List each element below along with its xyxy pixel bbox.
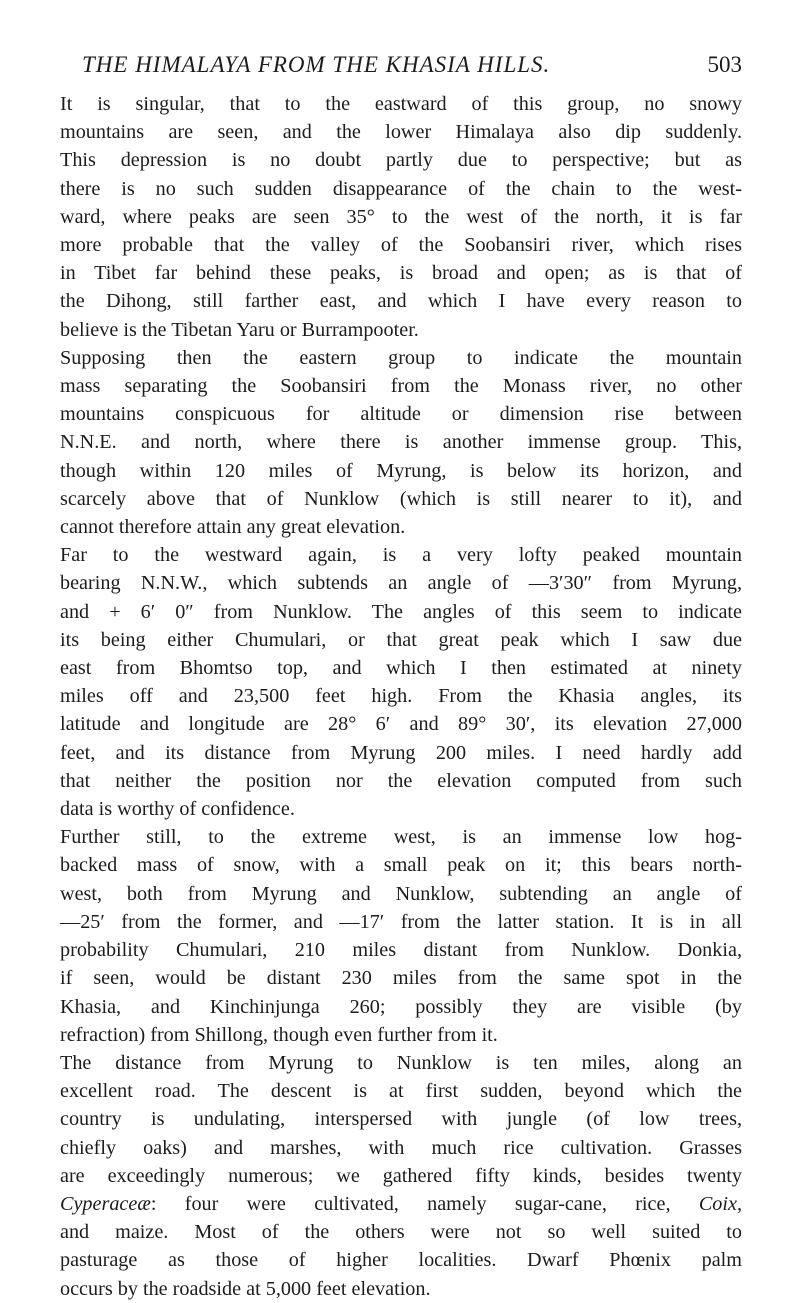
text-line: latitude and longitude are 28° 6′ and 89° 30′, its elevation 27,000 bbox=[60, 713, 742, 736]
italic-taxon: Cyperaceæ bbox=[60, 1192, 151, 1215]
book-page bbox=[60, 48, 742, 1303]
text-line: N.N.E. and north, where there is another immense group. This, bbox=[60, 431, 742, 454]
text-line: and + 6′ 0″ from Nunklow. The angles of this seem to indicate bbox=[60, 600, 742, 623]
text-line: mountains are seen, and the lower Himalaya also dip suddenly. bbox=[60, 121, 742, 144]
text-line: though within 120 miles of Myrung, is below its horizon, and bbox=[60, 459, 742, 482]
text-line: backed mass of snow, with a small peak on it; this bears north- bbox=[60, 854, 742, 877]
text-line: more probable that the valley of the Soobansiri river, which rises bbox=[60, 234, 742, 257]
text-line-mixed bbox=[60, 1190, 742, 1218]
text-line: in Tibet far behind these peaks, is broad and open; as is that of bbox=[60, 262, 742, 285]
text-segment: : four were cultivated, namely sugar-cane, rice, bbox=[150, 1192, 699, 1215]
text-line: Khasia, and Kinchinjunga 260; possibly they are visible (by bbox=[60, 995, 742, 1018]
text-line: Far to the westward again, is a very lofty peaked mountain bbox=[60, 544, 742, 567]
text-line: are exceedingly numerous; we gathered fifty kinds, besides twenty bbox=[60, 1164, 742, 1187]
text-line: excellent road. The descent is at first sudden, beyond which the bbox=[60, 1080, 742, 1103]
text-line: there is no such sudden disappearance of the chain to the west- bbox=[60, 177, 742, 200]
text-line: probability Chumulari, 210 miles distant from Nunklow. Donkia, bbox=[60, 939, 742, 962]
paragraph-5 bbox=[60, 1049, 742, 1303]
text-line: believe is the Tibetan Yaru or Burrampooter. bbox=[60, 318, 419, 341]
text-line: This depression is no doubt partly due to perspective; but as bbox=[60, 149, 742, 172]
text-line: occurs by the roadside at 5,000 feet elevation. bbox=[60, 1277, 431, 1300]
text-line: west, both from Myrung and Nunklow, subtending an angle of bbox=[60, 882, 742, 905]
paragraph-4 bbox=[60, 823, 742, 1049]
paragraph-3 bbox=[60, 541, 742, 823]
text-line: data is worthy of confidence. bbox=[60, 798, 295, 821]
paragraph-1 bbox=[60, 90, 742, 344]
text-line: miles off and 23,500 feet high. From the Khasia angles, its bbox=[60, 685, 742, 708]
body-text bbox=[60, 90, 742, 1303]
text-line: refraction) from Shillong, though even further from it. bbox=[60, 1023, 498, 1046]
text-line: that neither the position nor the elevation computed from such bbox=[60, 769, 742, 792]
running-head bbox=[60, 48, 742, 82]
text-line: It is singular, that to the eastward of this group, no snowy bbox=[60, 93, 742, 115]
text-line: mountains conspicuous for altitude or dimension rise between bbox=[60, 403, 742, 426]
paragraph-2 bbox=[60, 344, 742, 541]
text-line: country is undulating, interspersed with jungle (of low trees, bbox=[60, 1108, 742, 1131]
text-line: Supposing then the eastern group to indicate the mountain bbox=[60, 346, 742, 369]
text-line: bearing N.N.W., which subtends an angle of —3′30″ from Myrung, bbox=[60, 572, 742, 595]
page-number: 503 bbox=[707, 52, 742, 77]
text-line: if seen, would be distant 230 miles from the same spot in the bbox=[60, 967, 742, 990]
text-line: chiefly oaks) and marshes, with much rice cultivation. Grasses bbox=[60, 1136, 742, 1159]
text-line: pasturage as those of higher localities. Dwarf Phœnix palm bbox=[60, 1249, 742, 1272]
text-line: ward, where peaks are seen 35° to the west of the north, it is far bbox=[60, 205, 742, 228]
text-line: scarcely above that of Nunklow (which is still nearer to it), and bbox=[60, 487, 742, 510]
text-line: and maize. Most of the others were not so well suited to bbox=[60, 1221, 742, 1244]
text-line: The distance from Myrung to Nunklow is ten miles, along an bbox=[60, 1051, 742, 1074]
text-segment: , bbox=[736, 1192, 742, 1215]
text-line: cannot therefore attain any great elevation. bbox=[60, 516, 406, 539]
text-line: feet, and its distance from Myrung 200 miles. I need hardly add bbox=[60, 741, 742, 764]
text-line: mass separating the Soobansiri from the Monass river, no other bbox=[60, 375, 742, 398]
text-line: —25′ from the former, and —17′ from the latter station. It is in all bbox=[60, 910, 742, 933]
running-title: THE HIMALAYA FROM THE KHASIA HILLS. bbox=[82, 52, 551, 77]
text-line: east from Bhomtso top, and which I then estimated at ninety bbox=[60, 657, 742, 680]
italic-taxon: Coix bbox=[698, 1192, 737, 1215]
text-line: its being either Chumulari, or that great peak which I saw due bbox=[60, 628, 742, 651]
text-line: the Dihong, still farther east, and which I have every reason to bbox=[60, 290, 742, 313]
text-line: Further still, to the extreme west, is an immense low hog- bbox=[60, 826, 742, 849]
